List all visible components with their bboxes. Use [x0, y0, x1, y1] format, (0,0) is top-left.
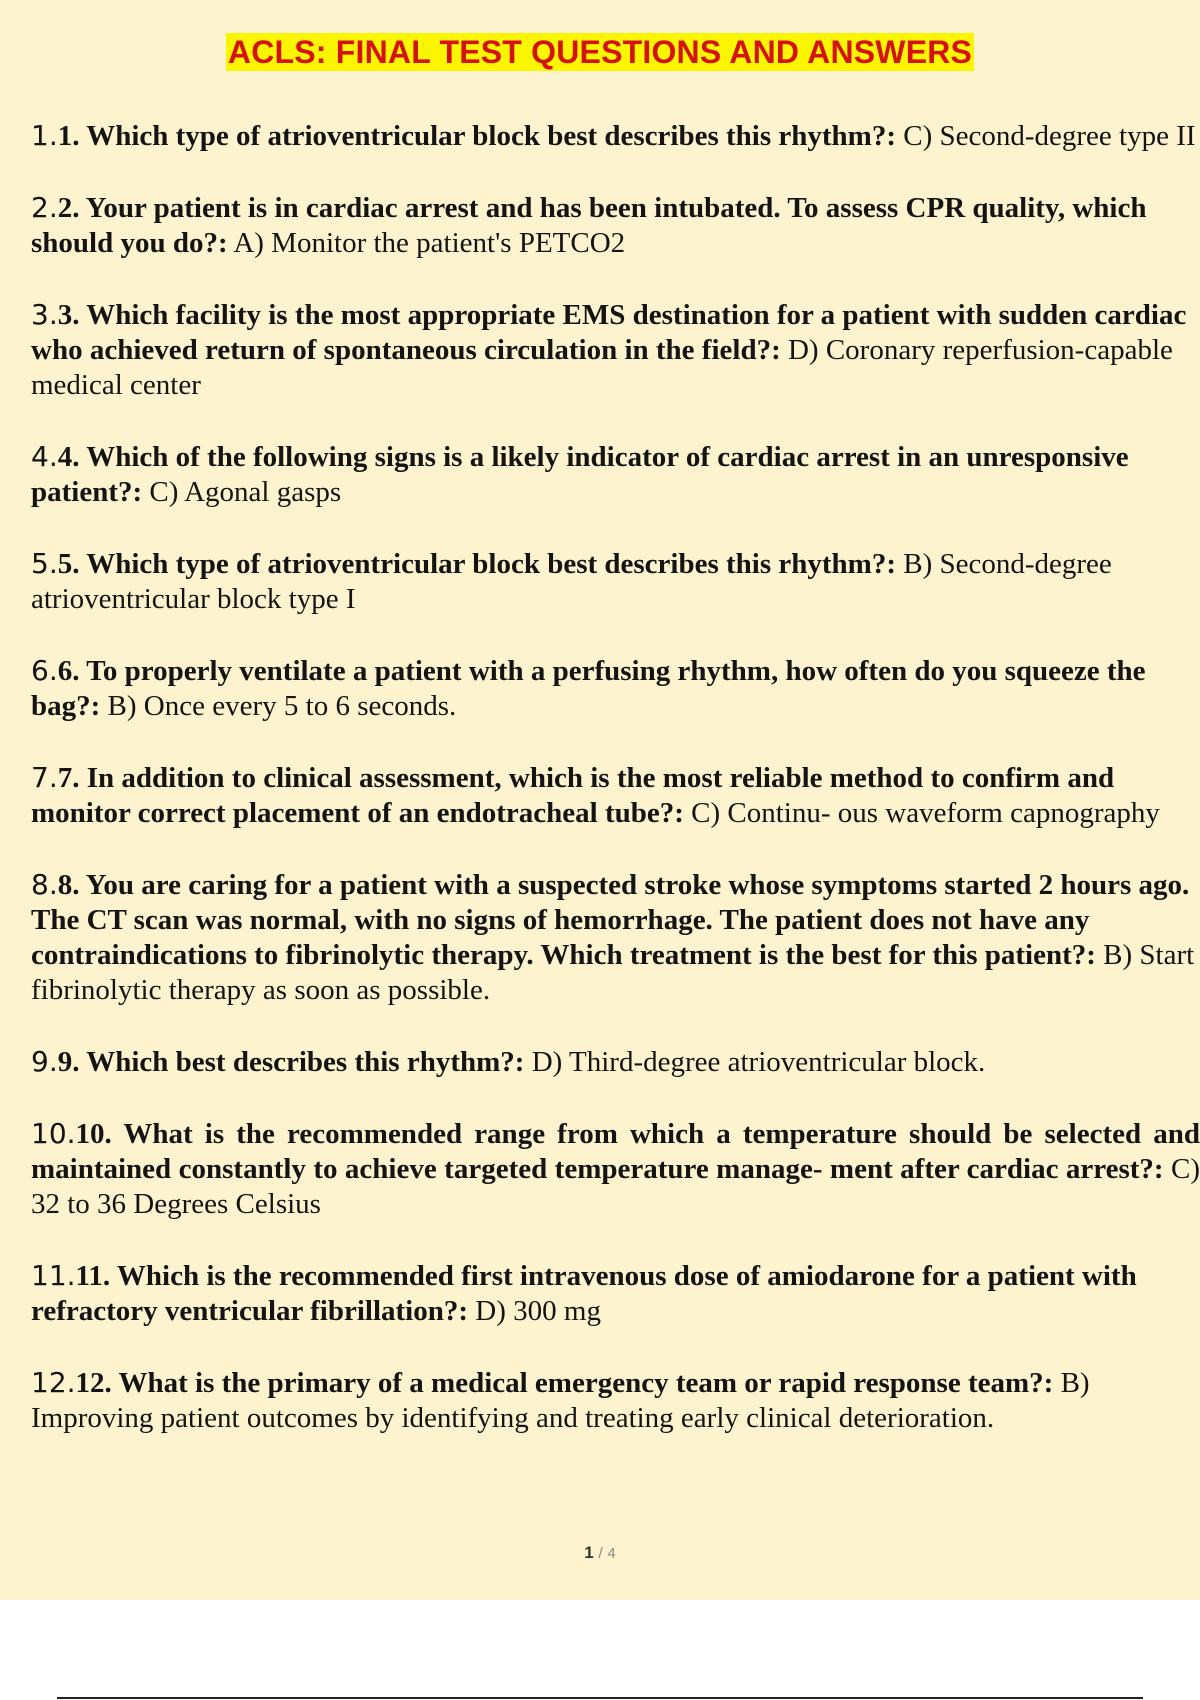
question-answer: B) Once every 5 to 6 seconds.	[107, 690, 457, 722]
question-answer: C) Agonal gasps	[149, 476, 342, 508]
question-item	[31, 1365, 1200, 1436]
question-number: 9.	[31, 1045, 58, 1078]
question-number: 3.	[31, 298, 58, 331]
question-item	[31, 439, 1200, 510]
question-text: 3. Which facility is the most appropriate EMS destination for a patient with sudden cardiac who achieved return of spontaneous circulation in the field?:	[31, 299, 1187, 366]
question-item	[31, 653, 1200, 724]
question-text: 7. In addition to clinical assessment, which is the most reliable method to confirm and monitor correct placement of an endotracheal tube?:	[31, 762, 1115, 829]
question-number: 6.	[31, 654, 58, 687]
divider-line	[57, 1697, 1143, 1699]
question-text: 4. Which of the following signs is a likely indicator of cardiac arrest in an unresponsive patient?:	[31, 441, 1129, 508]
question-item	[31, 760, 1200, 831]
question-number: 7.	[31, 761, 58, 794]
question-text: 8. You are caring for a patient with a suspected stroke whose symptoms started 2 hours ago. The CT scan was normal, with no signs of hemorrhage. The patient does not have any contraindications to fibrinolytic therapy. Which treatment is the best for this patient?:	[31, 869, 1190, 971]
question-answer: C) Continu- ous waveform capnography	[691, 797, 1160, 829]
question-text: 2. Your patient is in cardiac arrest and has been intubated. To assess CPR quality, which should you do?:	[31, 192, 1147, 259]
question-item	[31, 118, 1200, 154]
question-number: 2.	[31, 191, 58, 224]
question-answer: B) Start fibrinolytic therapy as soon as possible.	[31, 939, 1195, 1006]
question-item	[31, 190, 1200, 261]
question-number: 10.	[31, 1117, 76, 1150]
page-indicator	[0, 1543, 1200, 1563]
title-wrap	[0, 33, 1200, 71]
question-text: 6. To properly ventilate a patient with a perfusing rhythm, how often do you squeeze the bag?:	[31, 655, 1146, 722]
question-answer: D) Coronary reperfusion-capable medical center	[31, 334, 1173, 401]
question-item	[31, 1116, 1200, 1222]
question-number: 11.	[31, 1259, 76, 1292]
question-text: 10. What is the recommended range from which a temperature should be selected and maintained constantly to achieve targeted temperature manage- ment after cardiac arrest?:	[31, 1118, 1200, 1185]
question-text: 11. Which is the recommended first intravenous dose of amiodarone for a patient with refractory ventricular fibrillation?:	[31, 1260, 1137, 1327]
question-text: 12. What is the primary of a medical emergency team or rapid response team?:	[75, 1367, 1054, 1399]
question-answer: D) Third-degree atrioventricular block.	[531, 1046, 986, 1078]
question-text: 5. Which type of atrioventricular block best describes this rhythm?:	[57, 548, 896, 580]
question-item	[31, 1258, 1200, 1329]
question-answer: A) Monitor the patient's PETCO2	[233, 227, 626, 259]
question-answer: D) 300 mg	[475, 1295, 601, 1327]
question-item	[31, 867, 1200, 1008]
question-number: 1.	[31, 119, 58, 152]
question-number: 5.	[31, 547, 58, 580]
question-number: 8.	[31, 868, 58, 901]
question-item	[31, 546, 1200, 617]
question-item	[31, 1044, 1200, 1080]
page-current: 1	[584, 1543, 594, 1562]
page-total: 4	[607, 1545, 616, 1562]
question-text: 9. Which best describes this rhythm?:	[57, 1046, 525, 1078]
question-number: 4.	[31, 440, 58, 473]
document-title: ACLS: FINAL TEST QUESTIONS AND ANSWERS	[227, 34, 973, 70]
question-item	[31, 297, 1200, 403]
question-answer: C) Second-degree type II	[903, 120, 1196, 152]
question-answer: C) 32 to 36 Degrees Celsius	[31, 1153, 1200, 1220]
question-list	[31, 118, 1200, 1472]
question-answer: B) Second-degree atrioventricular block type I	[31, 548, 1112, 615]
question-text: 1. Which type of atrioventricular block best describes this rhythm?:	[57, 120, 896, 152]
question-number: 12.	[31, 1366, 76, 1399]
page-separator: /	[598, 1545, 603, 1562]
question-answer: B) Improving patient outcomes by identifying and treating early clinical deterioration.	[31, 1367, 1090, 1434]
